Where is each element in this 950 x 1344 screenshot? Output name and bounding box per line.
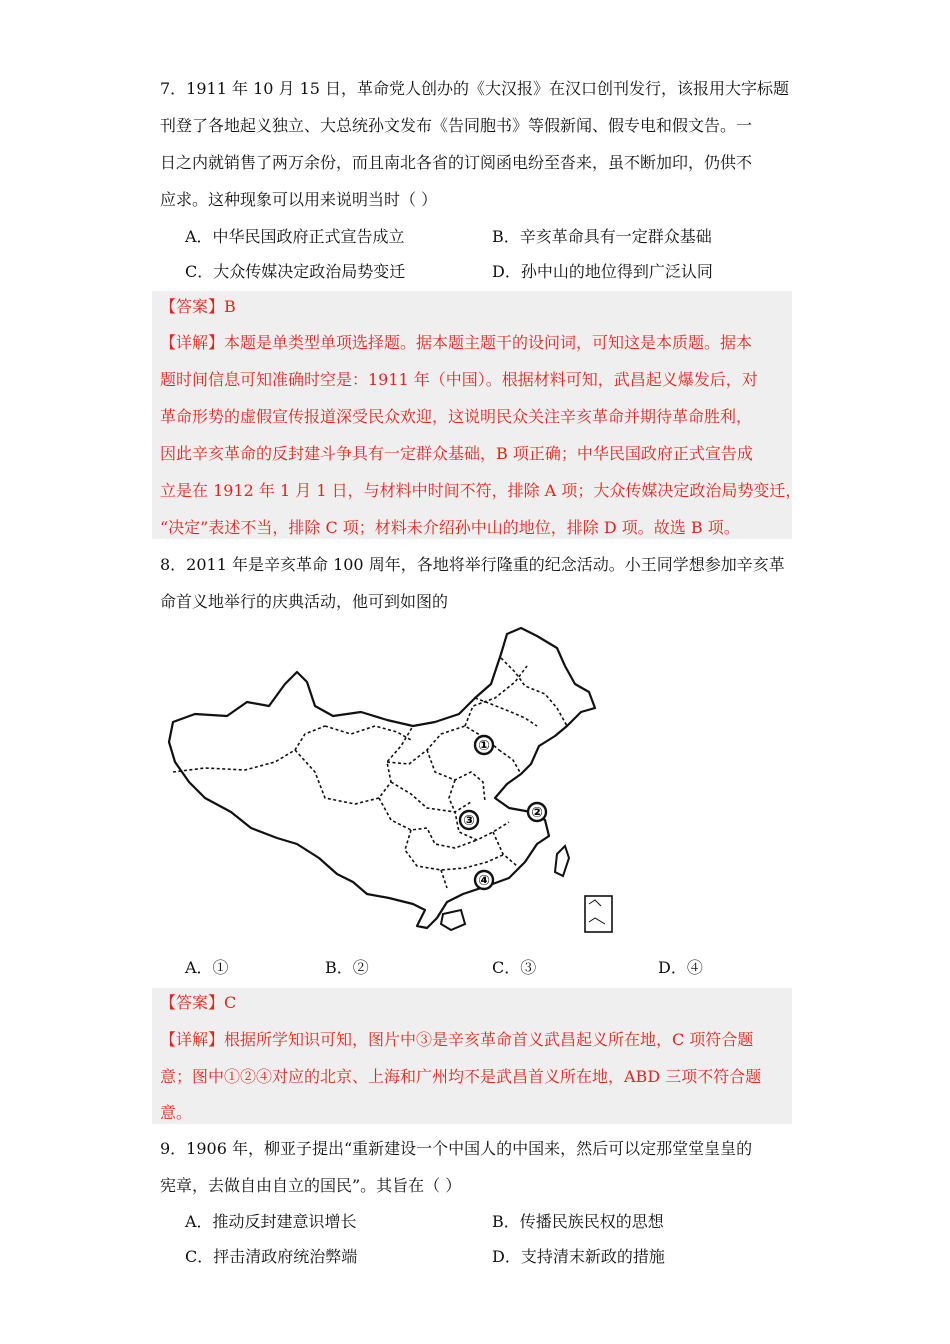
- q8-option-b: B．②: [325, 958, 369, 977]
- q8-explain-line-1: 【详解】根据所学知识可知，图片中③是辛亥革命首义武昌起义所在地，C 项符合题: [160, 1030, 754, 1049]
- map-marker-4-label: ④: [478, 873, 490, 889]
- q7-explain-line-5: 立是在 1912 年 1 月 1 日，与材料中时间不符，排除 A 项；大众传媒决定政治局势变迁，: [160, 481, 802, 500]
- map-marker-1: [475, 736, 493, 754]
- province-borders: [173, 658, 567, 888]
- q7-option-a: A．中华民国政府正式宣告成立: [185, 227, 405, 246]
- q7-explain-line-3: 革命形势的虚假宣传报道深受民众欢迎，这说明民众关注辛亥革命并期待革命胜利，: [160, 407, 753, 426]
- south-china-sea-inset: [585, 896, 612, 932]
- hainan-outline: [441, 910, 465, 930]
- map-marker-4: [475, 871, 493, 889]
- q7-stem-line-1: 7．1911 年 10 月 15 日，革命党人创办的《大汉报》在汉口创刊发行，该报用大字标题: [160, 79, 790, 98]
- map-marker-3-label: ③: [463, 813, 475, 829]
- q7-option-b: B．辛亥革命具有一定群众基础: [492, 227, 712, 246]
- q9-option-c: C．抨击清政府统治弊端: [185, 1247, 358, 1266]
- q8-explain-line-3: 意。: [160, 1103, 193, 1122]
- q9-stem-line-2: 宪章，去做自由自立的国民”。其旨在（ ）: [160, 1176, 462, 1195]
- q8-option-d: D．④: [658, 958, 703, 977]
- q9-stem-line-1: 9．1906 年，柳亚子提出“重新建设一个中国人的中国来，然后可以定那堂堂皇皇的: [160, 1139, 753, 1158]
- q8-stem-line-2: 命首义地举行的庆典活动，他可到如图的: [160, 592, 449, 611]
- map-marker-1-label: ①: [478, 738, 490, 754]
- q9-option-b: B．传播民族民权的思想: [492, 1212, 664, 1231]
- q8-stem-line-1: 8．2011 年是辛亥革命 100 周年，各地将举行隆重的纪念活动。小王同学想参加辛亥革: [160, 555, 785, 574]
- q9-option-a: A．推动反封建意识增长: [185, 1212, 357, 1231]
- map-marker-2: [528, 803, 546, 821]
- q7-stem-line-3: 日之内就销售了两万余份，而且南北各省的订阅函电纷至沓来，虽不断加印，仍供不: [160, 153, 753, 172]
- q7-stem-line-4: 应求。这种现象可以用来说明当时（ ）: [160, 190, 438, 209]
- q7-option-c: C．大众传媒决定政治局势变迁: [185, 262, 406, 281]
- q7-answer: 【答案】B: [160, 297, 236, 316]
- q8-option-a: A．①: [185, 958, 229, 977]
- q8-option-c: C．③: [492, 958, 537, 977]
- china-outline: [169, 628, 595, 928]
- q7-explain-line-1: 【详解】本题是单类型单项选择题。据本题主题干的设问词，可知这是本质题。据本: [160, 333, 753, 352]
- map-marker-3: [460, 811, 478, 829]
- taiwan-outline: [555, 846, 569, 876]
- q8-answer: 【答案】C: [160, 993, 237, 1012]
- q7-stem-line-2: 刊登了各地起义独立、大总统孙文发布《告同胞书》等假新闻、假专电和假文告。一: [160, 116, 753, 135]
- q7-explain-line-2: 题时间信息可知准确时空是：1911 年（中国）。根据材料可知，武昌起义爆发后，对: [160, 370, 758, 389]
- q9-option-d: D．支持清末新政的措施: [492, 1247, 665, 1266]
- q8-answer-box: [152, 988, 792, 1124]
- q7-explain-line-6: “决定”表述不当，排除 C 项；材料未介绍孙中山的地位，排除 D 项。故选 B 项。: [160, 518, 740, 537]
- map-marker-2-label: ②: [531, 805, 543, 821]
- q7-explain-line-4: 因此辛亥革命的反封建斗争具有一定群众基础，B 项正确；中华民国政府正式宣告成: [160, 444, 753, 463]
- q7-option-d: D．孙中山的地位得到广泛认同: [492, 262, 713, 281]
- q8-explain-line-2: 意；图中①②④对应的北京、上海和广州均不是武昌首义所在地，ABD 三项不符合题: [160, 1067, 762, 1086]
- china-map: [165, 622, 620, 934]
